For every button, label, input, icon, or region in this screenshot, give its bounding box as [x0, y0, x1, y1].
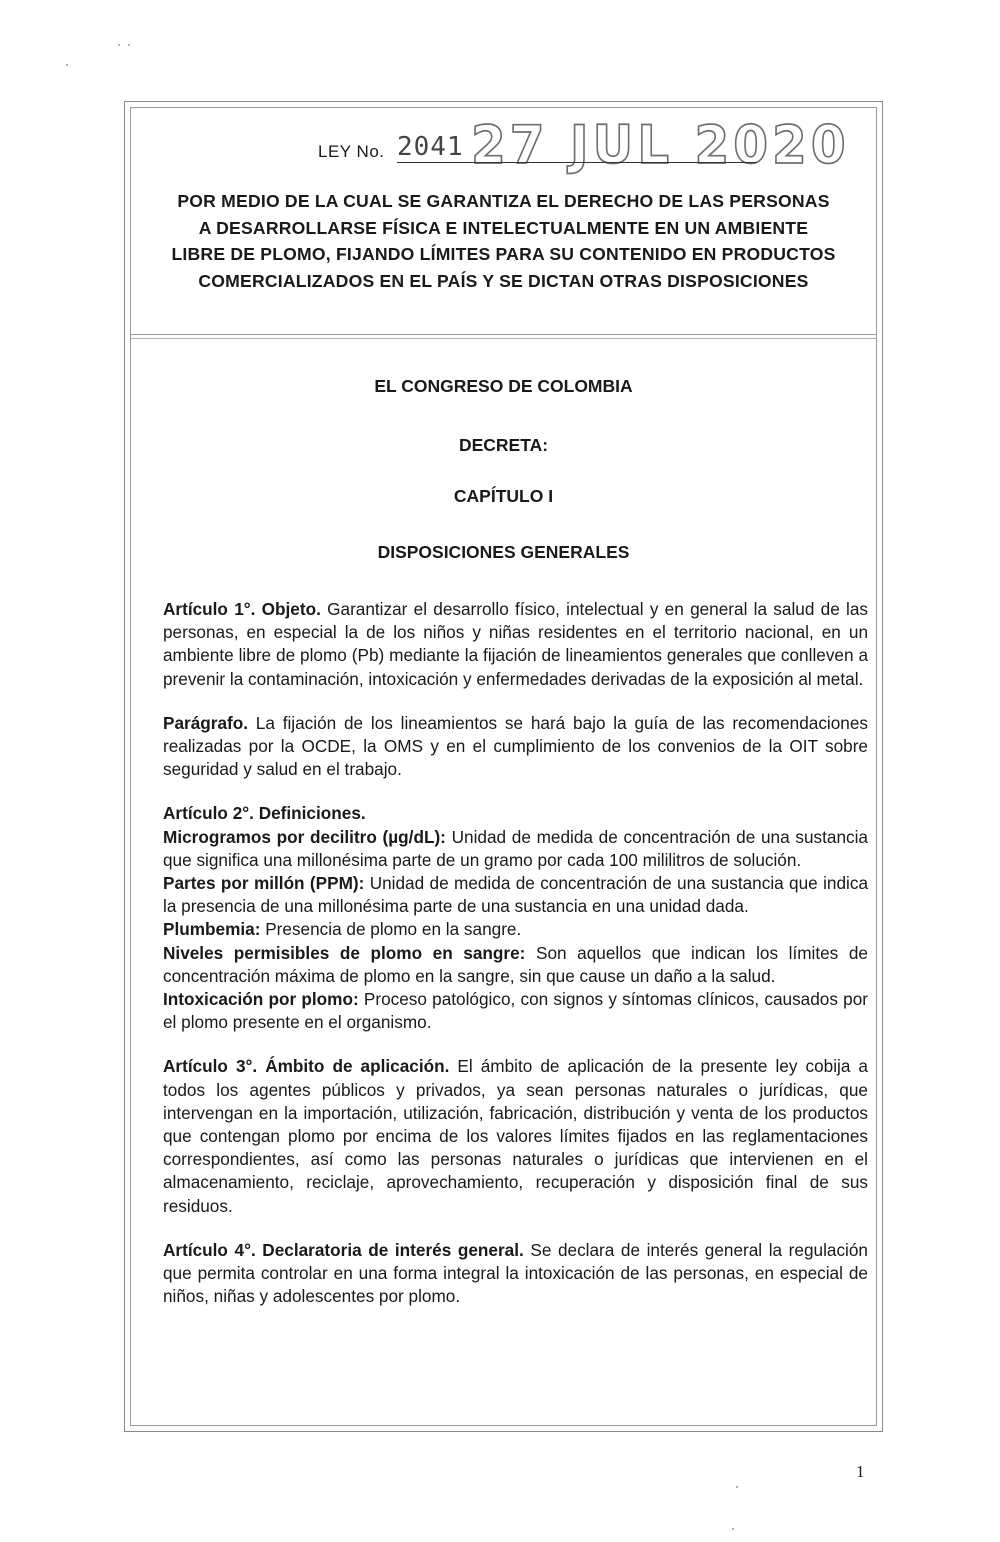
paragraph-note — [163, 712, 868, 782]
definition-text: Unidad de medida de concentración de una sustancia que indica la presencia de una millonésima parte de una sustancia en una unidad dada. — [163, 873, 868, 917]
law-label: LEY No. — [318, 142, 385, 161]
scan-speck — [732, 1528, 734, 1530]
article-1-heading: Artículo 1°. Objeto. — [163, 599, 321, 619]
definition-term: Niveles permisibles de plomo en sangre: — [163, 942, 526, 963]
definition-3 — [163, 918, 868, 941]
article-1 — [163, 598, 868, 691]
definition-1 — [163, 826, 868, 872]
document-frame — [124, 101, 883, 1432]
definition-term: Microgramos por decilitro (µg/dL): — [163, 826, 446, 847]
definition-text: Son aquellos que indican los límites de concentración máxima de plomo en la sangre, sin que cause un daño a la salud. — [163, 942, 868, 986]
article-2-heading: Artículo 2°. Definiciones. — [163, 803, 366, 824]
definition-term: Partes por millón (PPM): — [163, 873, 365, 894]
definition-term: Intoxicación por plomo: — [163, 989, 359, 1010]
law-title: POR MEDIO DE LA CUAL SE GARANTIZA EL DERECHO DE LAS PERSONAS A DESARROLLARSE FÍSICA E INTELECTUALMENTE EN UN AMBIENTE LIBRE DE PLOMO, FIJANDO LÍMITES PARA SU CONTENIDO EN PRODUCTOS COMERCIALIZADOS EN EL PAÍS Y SE DICTAN OTRAS DISPOSICIONES — [171, 191, 836, 291]
scan-speck — [66, 64, 68, 66]
definition-term: Plumbemia: — [163, 919, 261, 940]
header-block — [131, 108, 876, 335]
definition-text: Unidad de medida de concentración de una sustancia que significa una millonésima parte de un gramo por cada 100 mililitros de solución. — [163, 826, 868, 870]
article-1-text: Garantizar el desarrollo físico, intelectual y en general la salud de las personas, en especial la de los niños y niñas residentes en el territorio nacional, en un ambiente libre de plomo (Pb) mediante la fijación de lineamientos generales que conlleven a prevenir la contaminación, intoxicación y enfermedades derivadas de la exposición al metal. — [163, 599, 869, 689]
article-3-heading: Artículo 3°. Ámbito de aplicación. — [163, 1056, 450, 1077]
issuer-heading: EL CONGRESO DE COLOMBIA — [374, 376, 633, 396]
scan-speck — [128, 44, 130, 46]
article-3 — [163, 1055, 868, 1217]
definition-text: Proceso patológico, con signos y síntomas clínicos, causados por el plomo presente en el organismo. — [163, 989, 868, 1033]
law-body — [163, 598, 868, 1308]
article-4-heading: Artículo 4°. Declaratoria de interés general. — [163, 1239, 524, 1260]
article-4-text: Se declara de interés general la regulación que permita controlar en una forma integral la intoxicación de las personas, en especial de niños, niñas y adolescentes por plomo. — [163, 1239, 868, 1307]
chapter-heading: CAPÍTULO I — [453, 486, 554, 506]
definition-text: Presencia de plomo en la sangre. — [260, 919, 522, 940]
definition-5 — [163, 988, 868, 1034]
decree-heading: DECRETA: — [458, 435, 549, 455]
scan-speck — [118, 44, 120, 46]
page-number: 1 — [856, 1462, 865, 1481]
law-number-line — [131, 114, 876, 176]
article-3-text: El ámbito de aplicación de la presente ley cobija a todos los agentes públicos y privados, ya sean personas naturales o jurídicas, que intervengan en la importación, utilización, fabricación, distribución y venta de los productos que contengan plomo por encima de los valores límites fijados en las reglamentaciones correspondientes, así como las personas naturales o jurídicas que intervienen en el almacenamiento, reciclaje, aprovechamiento, recuperación y disposición final de sus residuos. — [163, 1056, 868, 1216]
date-stamp: 27 JUL 2020 — [471, 114, 850, 176]
paragraph-heading: Parágrafo. — [163, 712, 249, 733]
document-frame-inner — [130, 107, 877, 1426]
scan-speck — [736, 1486, 738, 1488]
definition-2 — [163, 872, 868, 918]
law-number: 2041 — [397, 132, 464, 162]
article-4 — [163, 1239, 868, 1309]
paragraph-text: La fijación de los lineamientos se hará bajo la guía de las recomendaciones realizadas por la OCDE, la OMS y en el cumplimiento de los convenios de la OIT sobre seguridad y salud en el trabajo. — [163, 712, 868, 780]
chapter-title: DISPOSICIONES GENERALES — [377, 542, 630, 562]
law-number-underline — [397, 162, 757, 163]
definition-4 — [163, 942, 868, 988]
